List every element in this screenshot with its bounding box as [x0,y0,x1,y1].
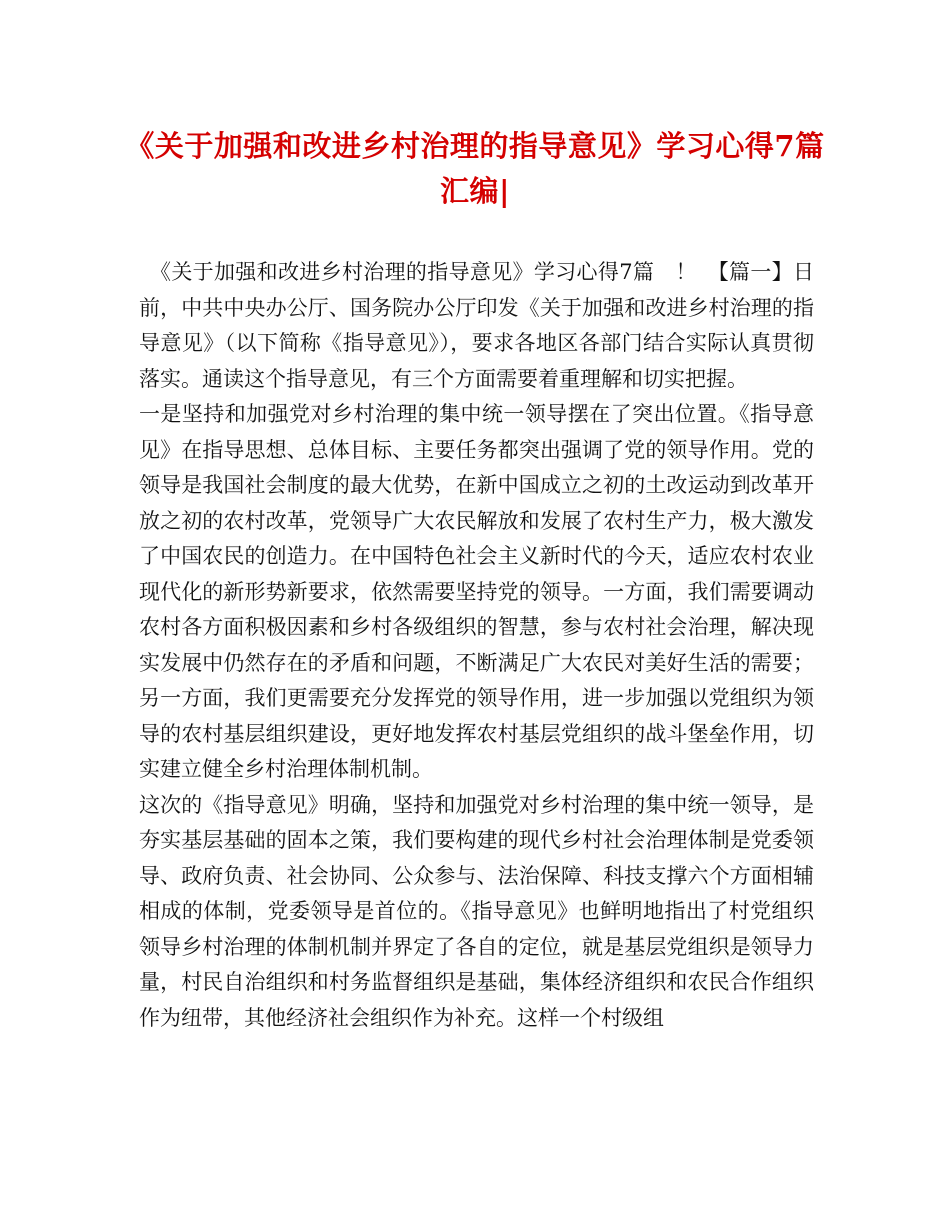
document-title: 《关于加强和改进乡村治理的指导意见》学习心得7篇汇编| [125,129,825,208]
paragraph-intro: 《关于加强和改进乡村治理的指导意见》学习心得7篇 ！ 【篇一】日前，中共中央办公厅、国务院办公厅印发《关于加强和改进乡村治理的指导意见》（以下简称《指导意见》），要求各地区各部门结合实际认真贯彻落实。通读这个指导意见，有三个方面需要着重理解和切实把握。 [139,260,814,391]
paragraph-guidance-clarification: 这次的《指导意见》明确，坚持和加强党对乡村治理的集中统一领导，是夯实基层基础的固本之策，我们要构建的现代乡村社会治理体制是党委领导、政府负责、社会协同、公众参与、法治保障、科技支撑六个方面相辅相成的体制，党委领导是首位的。《指导意见》也鲜明地指出了村党组织领导乡村治理的体制机制并界定了各自的定位，就是基层党组织是领导力量，村民自治组织和村务监督组织是基础，集体经济组织和农民合作组织作为纽带，其他经济社会组织作为补充。这样一个村级组 [139,792,814,1030]
document-body [139,255,814,1036]
paragraph-point-one: 一是坚持和加强党对乡村治理的集中统一领导摆在了突出位置。《指导意见》在指导思想、总体目标、主要任务都突出强调了党的领导作用。党的领导是我国社会制度的最大优势，在新中国成立之初的土改运动到改革开放之初的农村改革，党领导广大农民解放和发展了农村生产力，极大激发了中国农民的创造力。在中国特色社会主义新时代的今天，适应农村农业现代化的新形势新要求，依然需要坚持党的领导。一方面，我们需要调动农村各方面积极因素和乡村各级组织的智慧，参与农村社会治理，解决现实发展中仍然存在的矛盾和问题，不断满足广大农民对美好生活的需要；另一方面，我们更需要充分发挥党的领导作用，进一步加强以党组织为领导的农村基层组织建设，更好地发挥农村基层党组织的战斗堡垒作用，切实建立健全乡村治理体制机制。 [139,402,814,781]
